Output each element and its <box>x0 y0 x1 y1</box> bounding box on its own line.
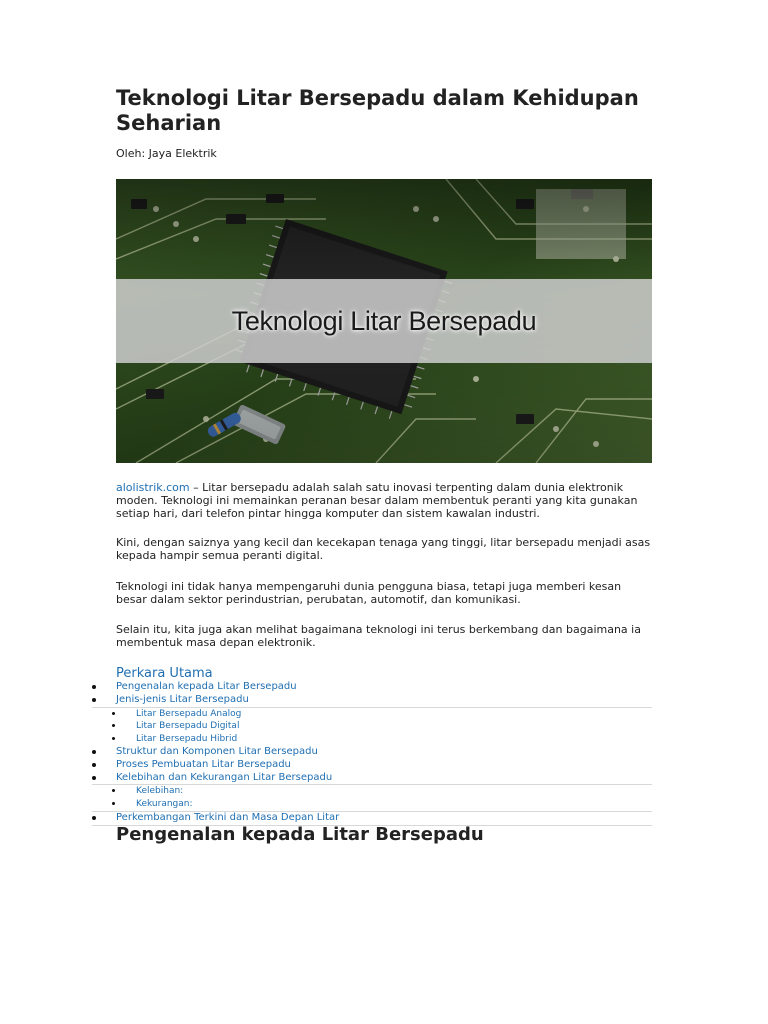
toc-subitem[interactable] <box>92 708 652 721</box>
bullet-icon <box>92 776 96 780</box>
hero-caption: Teknologi Litar Bersepadu <box>231 305 537 336</box>
article-title: Teknologi Litar Bersepadu dalam Kehidupan Seharian <box>116 86 639 135</box>
toc-subitem[interactable] <box>92 720 652 733</box>
toc-link[interactable]: Struktur dan Komponen Litar Bersepadu <box>116 745 318 757</box>
byline: Oleh: Jaya Elektrik <box>116 147 217 160</box>
bullet-icon <box>112 789 115 792</box>
site-link[interactable]: alolistrik.com <box>116 481 190 494</box>
intro-paragraph <box>116 481 652 520</box>
toc-link[interactable]: Kelebihan: <box>136 786 184 797</box>
toc-link[interactable]: Jenis-jenis Litar Bersepadu <box>116 693 249 705</box>
toc-item[interactable] <box>92 694 652 708</box>
toc-item[interactable] <box>92 759 652 772</box>
toc-link[interactable]: Proses Pembuatan Litar Bersepadu <box>116 758 291 770</box>
bullet-icon <box>112 712 115 715</box>
toc-link[interactable]: Pengenalan kepada Litar Bersepadu <box>116 681 297 692</box>
toc-subitem[interactable] <box>92 733 652 746</box>
paragraph-3: Teknologi ini tidak hanya mempengaruhi dunia pengguna biasa, tetapi juga memberi kesan besar dalam sektor perindustrian, perubatan, automotif, dan komunikasi. <box>116 580 622 606</box>
bullet-icon <box>92 763 96 767</box>
bullet-icon <box>92 816 96 820</box>
toc-subitem[interactable] <box>92 785 652 798</box>
hero-image <box>116 179 652 463</box>
bullet-icon <box>92 750 96 754</box>
toc-item[interactable] <box>92 746 652 759</box>
toc-link[interactable]: Kekurangan: <box>136 799 193 810</box>
toc-link[interactable]: Litar Bersepadu Digital <box>136 721 240 732</box>
toc-item[interactable] <box>92 772 652 786</box>
toc-subitem[interactable] <box>92 798 652 812</box>
bullet-icon <box>112 802 115 805</box>
bullet-icon <box>112 737 115 740</box>
toc-link[interactable]: Litar Bersepadu Hibrid <box>136 734 238 745</box>
bullet-icon <box>92 685 96 689</box>
toc-item[interactable] <box>92 681 652 694</box>
toc-link[interactable]: Kelebihan dan Kekurangan Litar Bersepadu <box>116 771 333 783</box>
intro-text: – Litar bersepadu adalah salah satu inovasi terpenting dalam dunia elektronik moden. Teknologi ini memainkan peranan besar dalam membentuk peranti yang kita gunakan setiap hari, dari telefon pintar hingga komputer dan sistem kawalan industri. <box>116 481 638 520</box>
bullet-icon <box>92 698 96 702</box>
paragraph-2: Kini, dengan saiznya yang kecil dan kecekapan tenaga yang tinggi, litar bersepadu menjadi asas kepada hampir semua peranti digital. <box>116 536 651 562</box>
toc-link[interactable]: Perkembangan Terkini dan Masa Depan Litar <box>116 811 340 823</box>
toc-link[interactable]: Litar Bersepadu Analog <box>136 708 242 719</box>
toc-title: Perkara Utama <box>116 666 213 681</box>
paragraph-4: Selain itu, kita juga akan melihat bagaimana teknologi ini terus berkembang dan bagaimana ia membentuk masa depan elektronik. <box>116 623 641 649</box>
section-heading: Pengenalan kepada Litar Bersepadu <box>116 824 484 845</box>
table-of-contents <box>92 681 652 826</box>
bullet-icon <box>112 724 115 727</box>
